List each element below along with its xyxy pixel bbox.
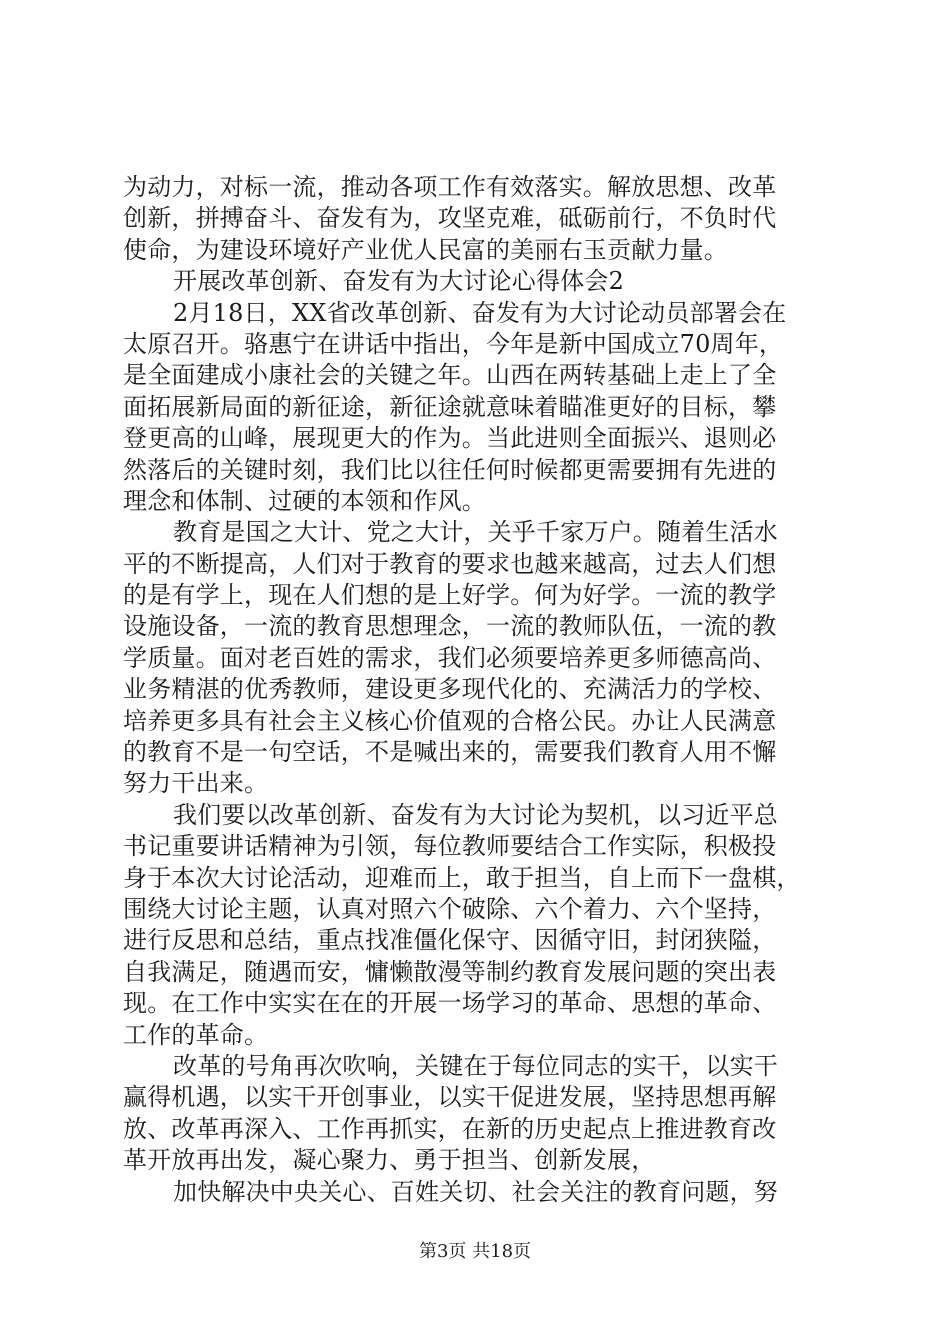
text-line: 创新，拼搏奋斗、奋发有为，攻坚克难，砥砺前行，不负时代 [123,204,777,233]
text-line: 工作的革命。 [123,1020,269,1049]
text-line: 赢得机遇，以实干开创事业，以实干促进发展，坚持思想再解 [123,1083,777,1112]
text-line: 2月18日，XX省改革创新、奋发有为大讨论动员部署会在 [173,298,787,327]
text-line: 我们要以改革创新、奋发有为大讨论为契机，以习近平总 [173,800,778,829]
text-line: 自我满足，随遇而安，慵懒散漫等制约教育发展问题的突出表 [123,957,777,986]
text-line: 身于本次大讨论活动，迎难而上，敢于担当，自上而下一盘棋， [123,863,801,892]
text-line: 围绕大讨论主题，认真对照六个破除、六个着力、六个坚持， [123,894,777,923]
text-line: 为动力，对标一流，推动各项工作有效落实。解放思想、改革 [123,173,777,201]
text-line: 开展改革创新、奋发有为大讨论心得体会2 [173,267,625,296]
text-line: 学质量。面对老百姓的需求，我们必须要培养更多师德高尚、 [123,643,777,672]
text-line: 业务精湛的优秀教师，建设更多现代化的、充满活力的学校、 [123,675,777,704]
page-footer: 第3页 共18页 [418,1241,532,1262]
document-body [123,172,833,1208]
text-line: 设施设备，一流的教育思想理念，一流的教师队伍，一流的教 [123,612,777,641]
text-line: 的是有学上，现在人们想的是上好学。何为好学。一流的教学 [123,581,777,610]
text-line: 培养更多具有社会主义核心价值观的合格公民。办让人民满意 [123,706,777,735]
text-line: 改革的号角再次吹响，关键在于每位同志的实干，以实干 [173,1051,778,1080]
text-line: 面拓展新局面的新征途，新征途就意味着瞄准更好的目标，攀 [123,392,777,421]
text-line: 平的不断提高，人们对于教育的要求也越来越高，过去人们想 [123,549,777,578]
text-line: 使命，为建设环境好产业优人民富的美丽右玉贡献力量。 [123,235,728,264]
text-line: 现。在工作中实实在在的开展一场学习的革命、思想的革命、 [123,989,777,1018]
text-line: 努力干出来。 [123,769,269,798]
text-line: 是全面建成小康社会的关键之年。山西在两转基础上走上了全 [123,361,777,390]
text-line: 革开放再出发，凝心聚力、勇于担当、创新发展， [123,1146,656,1175]
text-line: 加快解决中央关心、百姓关切、社会关注的教育问题，努 [173,1177,778,1206]
text-line: 的教育不是一句空话，不是喊出来的，需要我们教育人用不懈 [123,738,777,767]
text-line: 登更高的山峰，展现更大的作为。当此进则全面振兴、退则必 [123,424,777,453]
text-line: 然落后的关键时刻，我们比以往任何时候都更需要拥有先进的 [123,455,777,484]
text-line: 进行反思和总结，重点找准僵化保守、因循守旧，封闭狭隘， [123,926,777,955]
text-line: 太原召开。骆惠宁在讲话中指出，今年是新中国成立70周年， [123,329,784,358]
text-line: 理念和体制、过硬的本领和作风。 [123,486,486,515]
text-line: 书记重要讲话精神为引领，每位教师要结合工作实际，积极投 [123,832,777,861]
text-line: 放、改革再深入、工作再抓实，在新的历史起点上推进教育改 [123,1114,777,1143]
text-line: 教育是国之大计、党之大计，关乎千家万户。随着生活水 [173,518,778,547]
